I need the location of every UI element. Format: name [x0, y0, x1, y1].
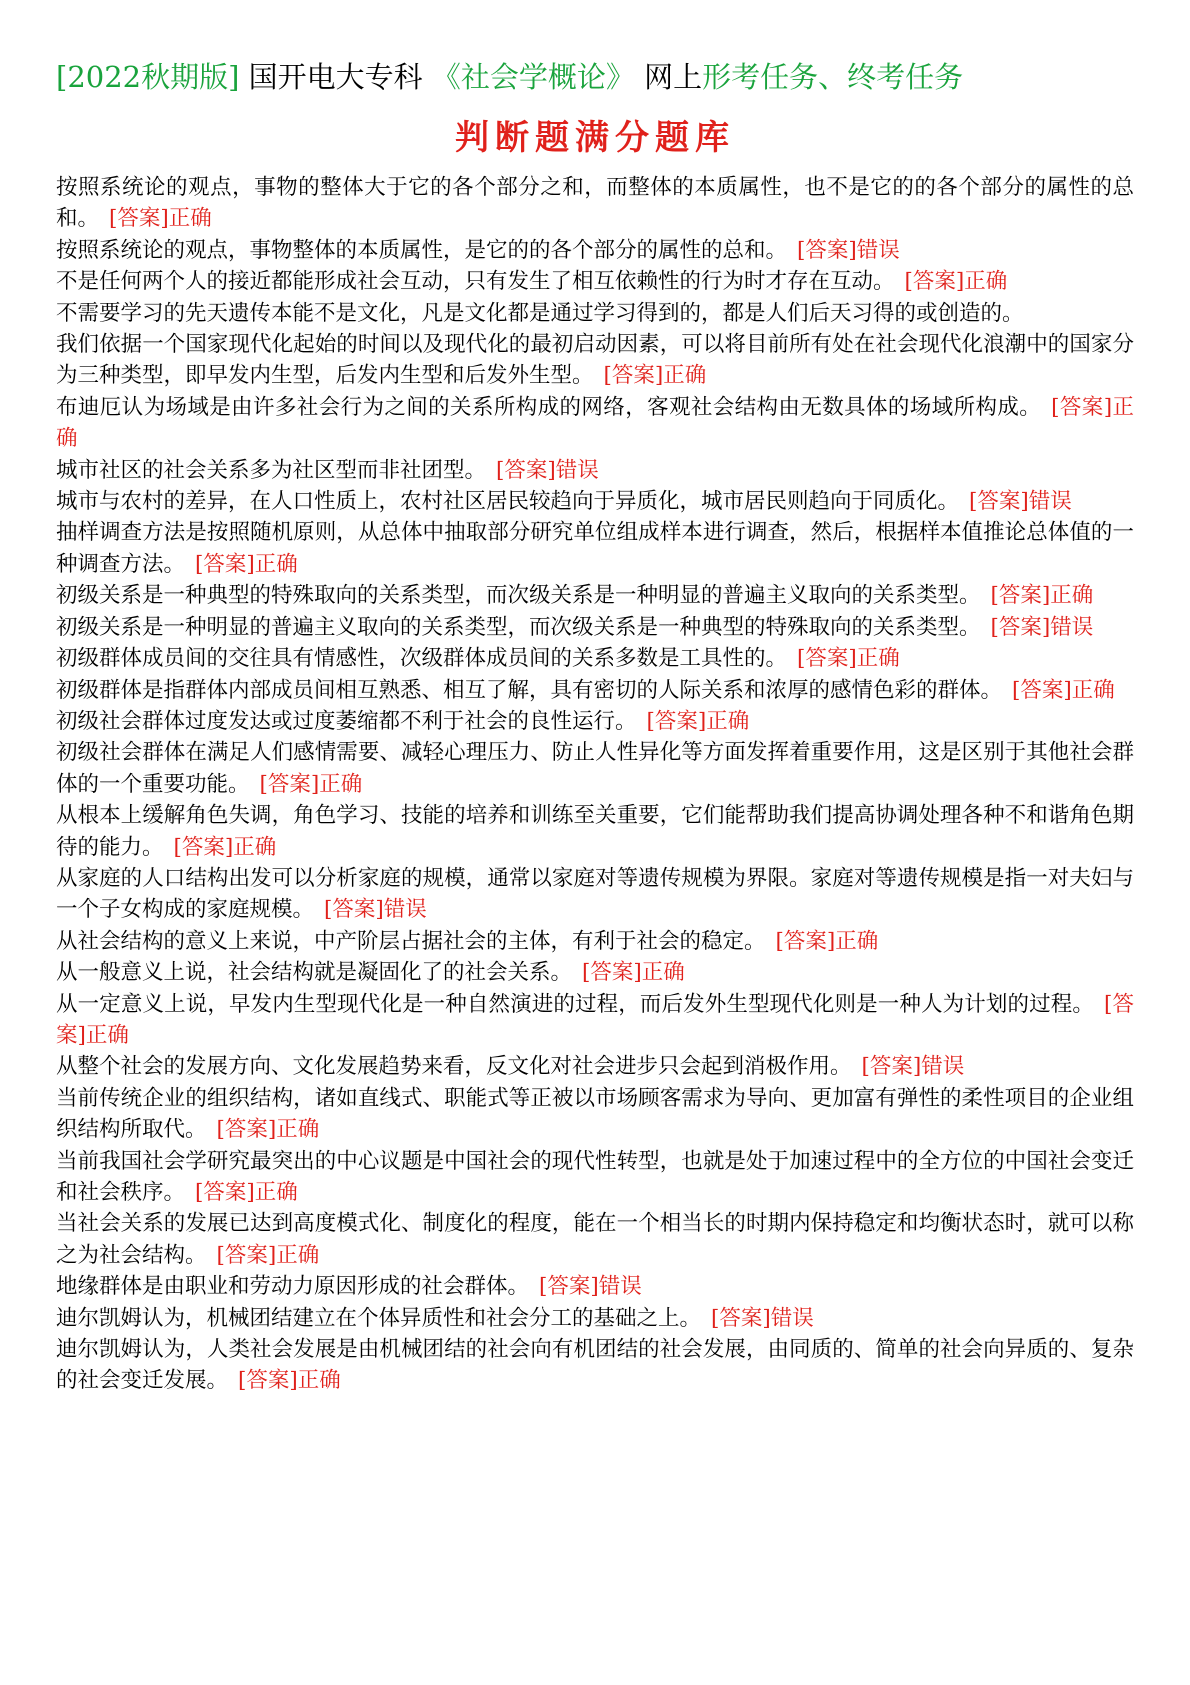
- answer-label: [答案]错误: [711, 1305, 814, 1331]
- question-text: 从家庭的人口结构出发可以分析家庭的规模，通常以家庭对等遗传规模为界限。家庭对等遗传规模是指一对夫妇与一个子女构成的家庭规模。: [56, 865, 1134, 923]
- question-item: [56, 957, 1134, 988]
- question-text: 初级关系是一种明显的普遍主义取向的关系类型，而次级关系是一种典型的特殊取向的关系类型。: [56, 614, 981, 640]
- answer-label: [答案]错误: [496, 457, 599, 483]
- online-label: 网上: [644, 60, 703, 94]
- answer-label: [答案]错误: [861, 1054, 965, 1080]
- question-text: 初级群体成员间的交往具有情感性，次级群体成员间的关系多数是工具性的。: [56, 646, 788, 672]
- question-item: [56, 612, 1134, 643]
- question-item: [56, 392, 1134, 455]
- question-text: 初级关系是一种典型的特殊取向的关系类型，而次级关系是一种明显的普遍主义取向的关系类型。: [56, 583, 981, 609]
- question-item: [56, 1271, 1134, 1302]
- question-text: 初级社会群体在满足人们感情需要、减轻心理压力、防止人性异化等方面发挥着重要作用，这是区别于其他社会群体的一个重要功能。: [56, 740, 1134, 797]
- answer-label: [答案]正确: [216, 1242, 320, 1268]
- answer-label: [答案]正确: [1012, 677, 1115, 703]
- question-text: 当前我国社会学研究最突出的中心议题是中国社会的现代性转型，也就是处于加速过程中的全方位的中国社会变迁和社会秩序。: [56, 1148, 1134, 1205]
- question-item: [56, 675, 1134, 706]
- answer-label: [答案]正确: [603, 363, 707, 389]
- answer-label: [答案]正确: [109, 206, 212, 232]
- document-title: [56, 52, 1134, 102]
- question-item: [56, 800, 1134, 863]
- answer-label: [答案]正确: [195, 1180, 298, 1205]
- answer-label: [答案]正确: [56, 991, 1134, 1048]
- answer-label: [答案]正确: [646, 708, 750, 734]
- school-label: 国开电大专科: [248, 60, 423, 94]
- question-text: 从一般意义上说，社会结构就是凝固化了的社会关系。: [56, 960, 573, 986]
- question-item: [56, 580, 1134, 611]
- tasks-label: 形考任务、终考任务: [702, 60, 964, 94]
- question-item: [56, 1208, 1134, 1271]
- question-item: [56, 737, 1134, 800]
- question-text: 当前传统企业的组织结构，诸如直线式、职能式等正被以市场顾客需求为导向、更加富有弹性的柔性项目的企业组织结构所取代。: [56, 1085, 1134, 1143]
- question-item: [56, 989, 1134, 1052]
- question-text: 城市社区的社会关系多为社区型而非社团型。: [56, 457, 487, 483]
- question-item: [56, 643, 1134, 674]
- question-text: 从社会结构的意义上来说，中产阶层占据社会的主体，有利于社会的稳定。: [56, 928, 766, 954]
- question-item: [56, 1083, 1134, 1146]
- question-text: 从一定意义上说，早发内生型现代化是一种自然演进的过程，而后发外生型现代化则是一种人为计划的过程。: [56, 991, 1094, 1017]
- question-item: [56, 1334, 1134, 1397]
- question-item: [56, 926, 1134, 957]
- answer-label: [答案]正确: [582, 960, 685, 986]
- edition-label: [2022秋期版]: [56, 60, 240, 94]
- question-text: 按照系统论的观点，事物的整体大于它的各个部分之和，而整体的本质属性，也不是它的的各个部分的属性的总和。: [56, 175, 1134, 232]
- answer-label: [答案]正确: [56, 394, 1134, 452]
- answer-label: [答案]正确: [259, 771, 363, 797]
- question-item: [56, 266, 1134, 297]
- question-text: 从根本上缓解角色失调，角色学习、技能的培养和训练至关重要，它们能帮助我们提高协调处理各种不和谐角色期待的能力。: [56, 803, 1134, 860]
- question-item: [56, 1146, 1134, 1209]
- question-text: 迪尔凯姆认为，人类社会发展是由机械团结的社会向有机团结的社会发展，由同质的、简单的社会向异质的、复杂的社会变迁发展。: [56, 1337, 1134, 1394]
- answer-label: [答案]错误: [539, 1274, 642, 1300]
- answer-label: [答案]正确: [797, 646, 900, 672]
- question-item: [56, 486, 1134, 517]
- answer-label: [答案]正确: [775, 928, 879, 954]
- question-item: [56, 1051, 1134, 1082]
- question-text: 城市与农村的差异，在人口性质上，农村社区居民较趋向于异质化，城市居民则趋向于同质化。: [56, 489, 960, 515]
- question-item: [56, 517, 1134, 580]
- answer-label: [答案]正确: [238, 1368, 341, 1394]
- answer-label: [答案]正确: [990, 583, 1094, 609]
- question-text: 迪尔凯姆认为，机械团结建立在个体异质性和社会分工的基础之上。: [56, 1305, 702, 1331]
- question-item: [56, 455, 1134, 486]
- answer-label: [答案]正确: [195, 551, 298, 577]
- answer-label: [答案]正确: [216, 1117, 320, 1143]
- question-text: 初级群体是指群体内部成员间相互熟悉、相互了解，具有密切的人际关系和浓厚的感情色彩的群体。: [56, 677, 1003, 703]
- document-subtitle: 判断题满分题库: [455, 118, 735, 158]
- question-text: 不需要学习的先天遗传本能不是文化，凡是文化都是通过学习得到的，都是人们后天习得的或创造的。: [56, 300, 1024, 326]
- question-text: 从整个社会的发展方向、文化发展趋势来看，反文化对社会进步只会起到消极作用。: [56, 1054, 852, 1080]
- question-text: 当社会关系的发展已达到高度模式化、制度化的程度，能在一个相当长的时期内保持稳定和均衡状态时，就可以称之为社会结构。: [56, 1211, 1134, 1268]
- question-text: 地缘群体是由职业和劳动力原因形成的社会群体。: [56, 1274, 530, 1300]
- question-text: 不是任何两个人的接近都能形成社会互动，只有发生了相互依赖性的行为时才存在互动。: [56, 269, 895, 295]
- answer-label: [答案]错误: [969, 489, 1072, 515]
- answer-label: [答案]错误: [990, 614, 1094, 640]
- question-text: 布迪厄认为场域是由许多社会行为之间的关系所构成的网络，客观社会结构由无数具体的场域所构成。: [56, 394, 1042, 420]
- question-text: 按照系统论的观点，事物整体的本质属性，是它的的各个部分的属性的总和。: [56, 237, 788, 263]
- question-item: [56, 1303, 1134, 1334]
- question-item: [56, 706, 1134, 737]
- answer-label: [答案]正确: [904, 269, 1008, 295]
- question-text: 我们依据一个国家现代化起始的时间以及现代化的最初启动因素，可以将目前所有处在社会现代化浪潮中的国家分为三种类型，即早发内生型，后发内生型和后发外生型。: [56, 332, 1134, 389]
- question-item: [56, 863, 1134, 926]
- question-item: [56, 298, 1134, 329]
- answer-label: [答案]正确: [173, 834, 277, 860]
- question-list: [56, 172, 1134, 1397]
- question-item: [56, 235, 1134, 266]
- answer-label: [答案]错误: [797, 237, 900, 263]
- question-text: 初级社会群体过度发达或过度萎缩都不利于社会的良性运行。: [56, 708, 637, 734]
- course-name: 《社会学概论》: [431, 60, 635, 94]
- question-item: [56, 329, 1134, 392]
- question-item: [56, 172, 1134, 235]
- answer-label: [答案]错误: [324, 897, 427, 923]
- question-text: 抽样调查方法是按照随机原则，从总体中抽取部分研究单位组成样本进行调查，然后，根据样本值推论总体值的一种调查方法。: [56, 520, 1134, 577]
